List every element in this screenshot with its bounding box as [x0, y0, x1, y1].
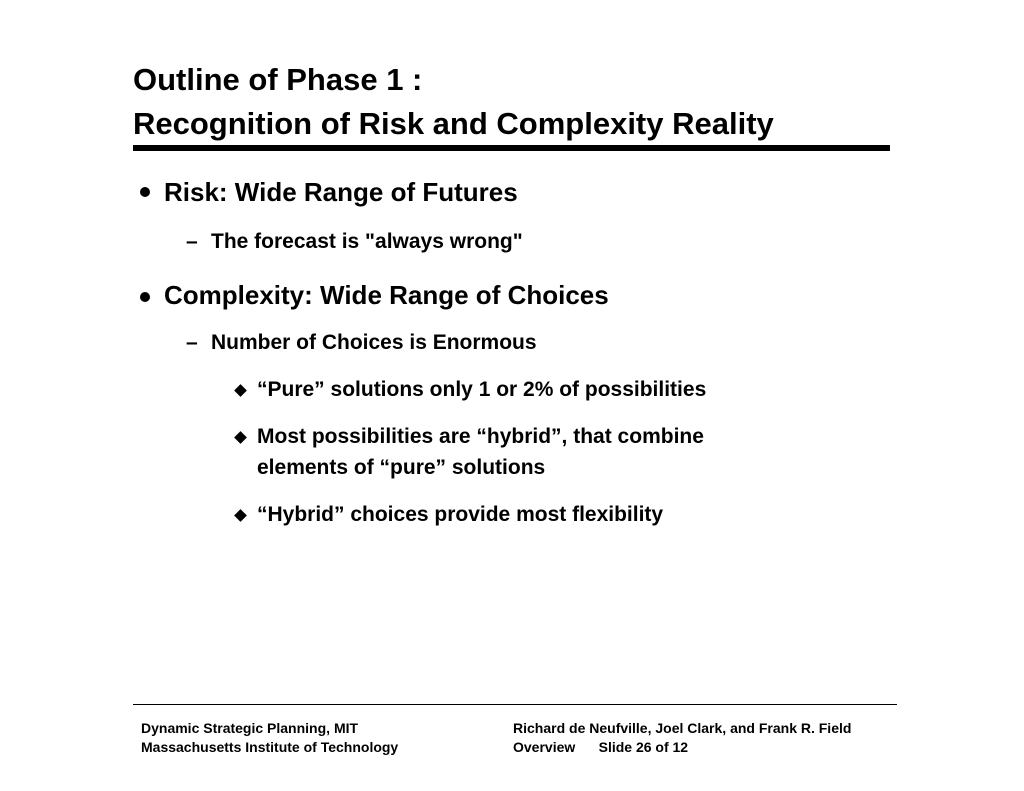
bullet-risk: Risk: Wide Range of Futures	[164, 177, 518, 207]
title-underline	[133, 145, 890, 151]
diamond-bullet-icon	[234, 509, 247, 522]
diamond-bullet-icon	[234, 431, 247, 444]
footer-right	[513, 719, 851, 757]
point-hybrid-line-1: Most possibilities are “hybrid”, that combine	[257, 425, 704, 448]
footer-course: Dynamic Strategic Planning, MIT	[141, 720, 359, 736]
diamond-bullet-icon	[234, 384, 247, 397]
point-hybrid-line-2: elements of “pure” solutions	[257, 456, 546, 479]
footer-institution: Massachusetts Institute of Technology	[141, 739, 399, 755]
point-pure-solutions: “Pure” solutions only 1 or 2% of possibilities	[257, 378, 707, 401]
point-hybrid-flexibility: “Hybrid” choices provide most flexibility	[257, 503, 664, 526]
bullet-dot-icon	[140, 187, 150, 197]
bullet-dot-icon	[140, 292, 150, 302]
sub-item-forecast: The forecast is "always wrong"	[211, 230, 523, 253]
footer-rule	[133, 704, 897, 705]
dash-marker: –	[186, 230, 198, 253]
sub-item-number-of-choices: Number of Choices is Enormous	[211, 331, 537, 354]
slide-title	[133, 58, 933, 146]
dash-marker: –	[186, 331, 198, 354]
footer-slide-number: Overview Slide 26 of 12	[513, 739, 689, 755]
footer-authors: Richard de Neufville, Joel Clark, and Frank R. Field	[513, 720, 852, 736]
footer-left	[141, 719, 398, 757]
bullet-complexity: Complexity: Wide Range of Choices	[164, 280, 609, 310]
slide-title-line-2: Recognition of Risk and Complexity Reality	[133, 106, 774, 141]
slide-title-line-1: Outline of Phase 1 :	[133, 62, 423, 97]
